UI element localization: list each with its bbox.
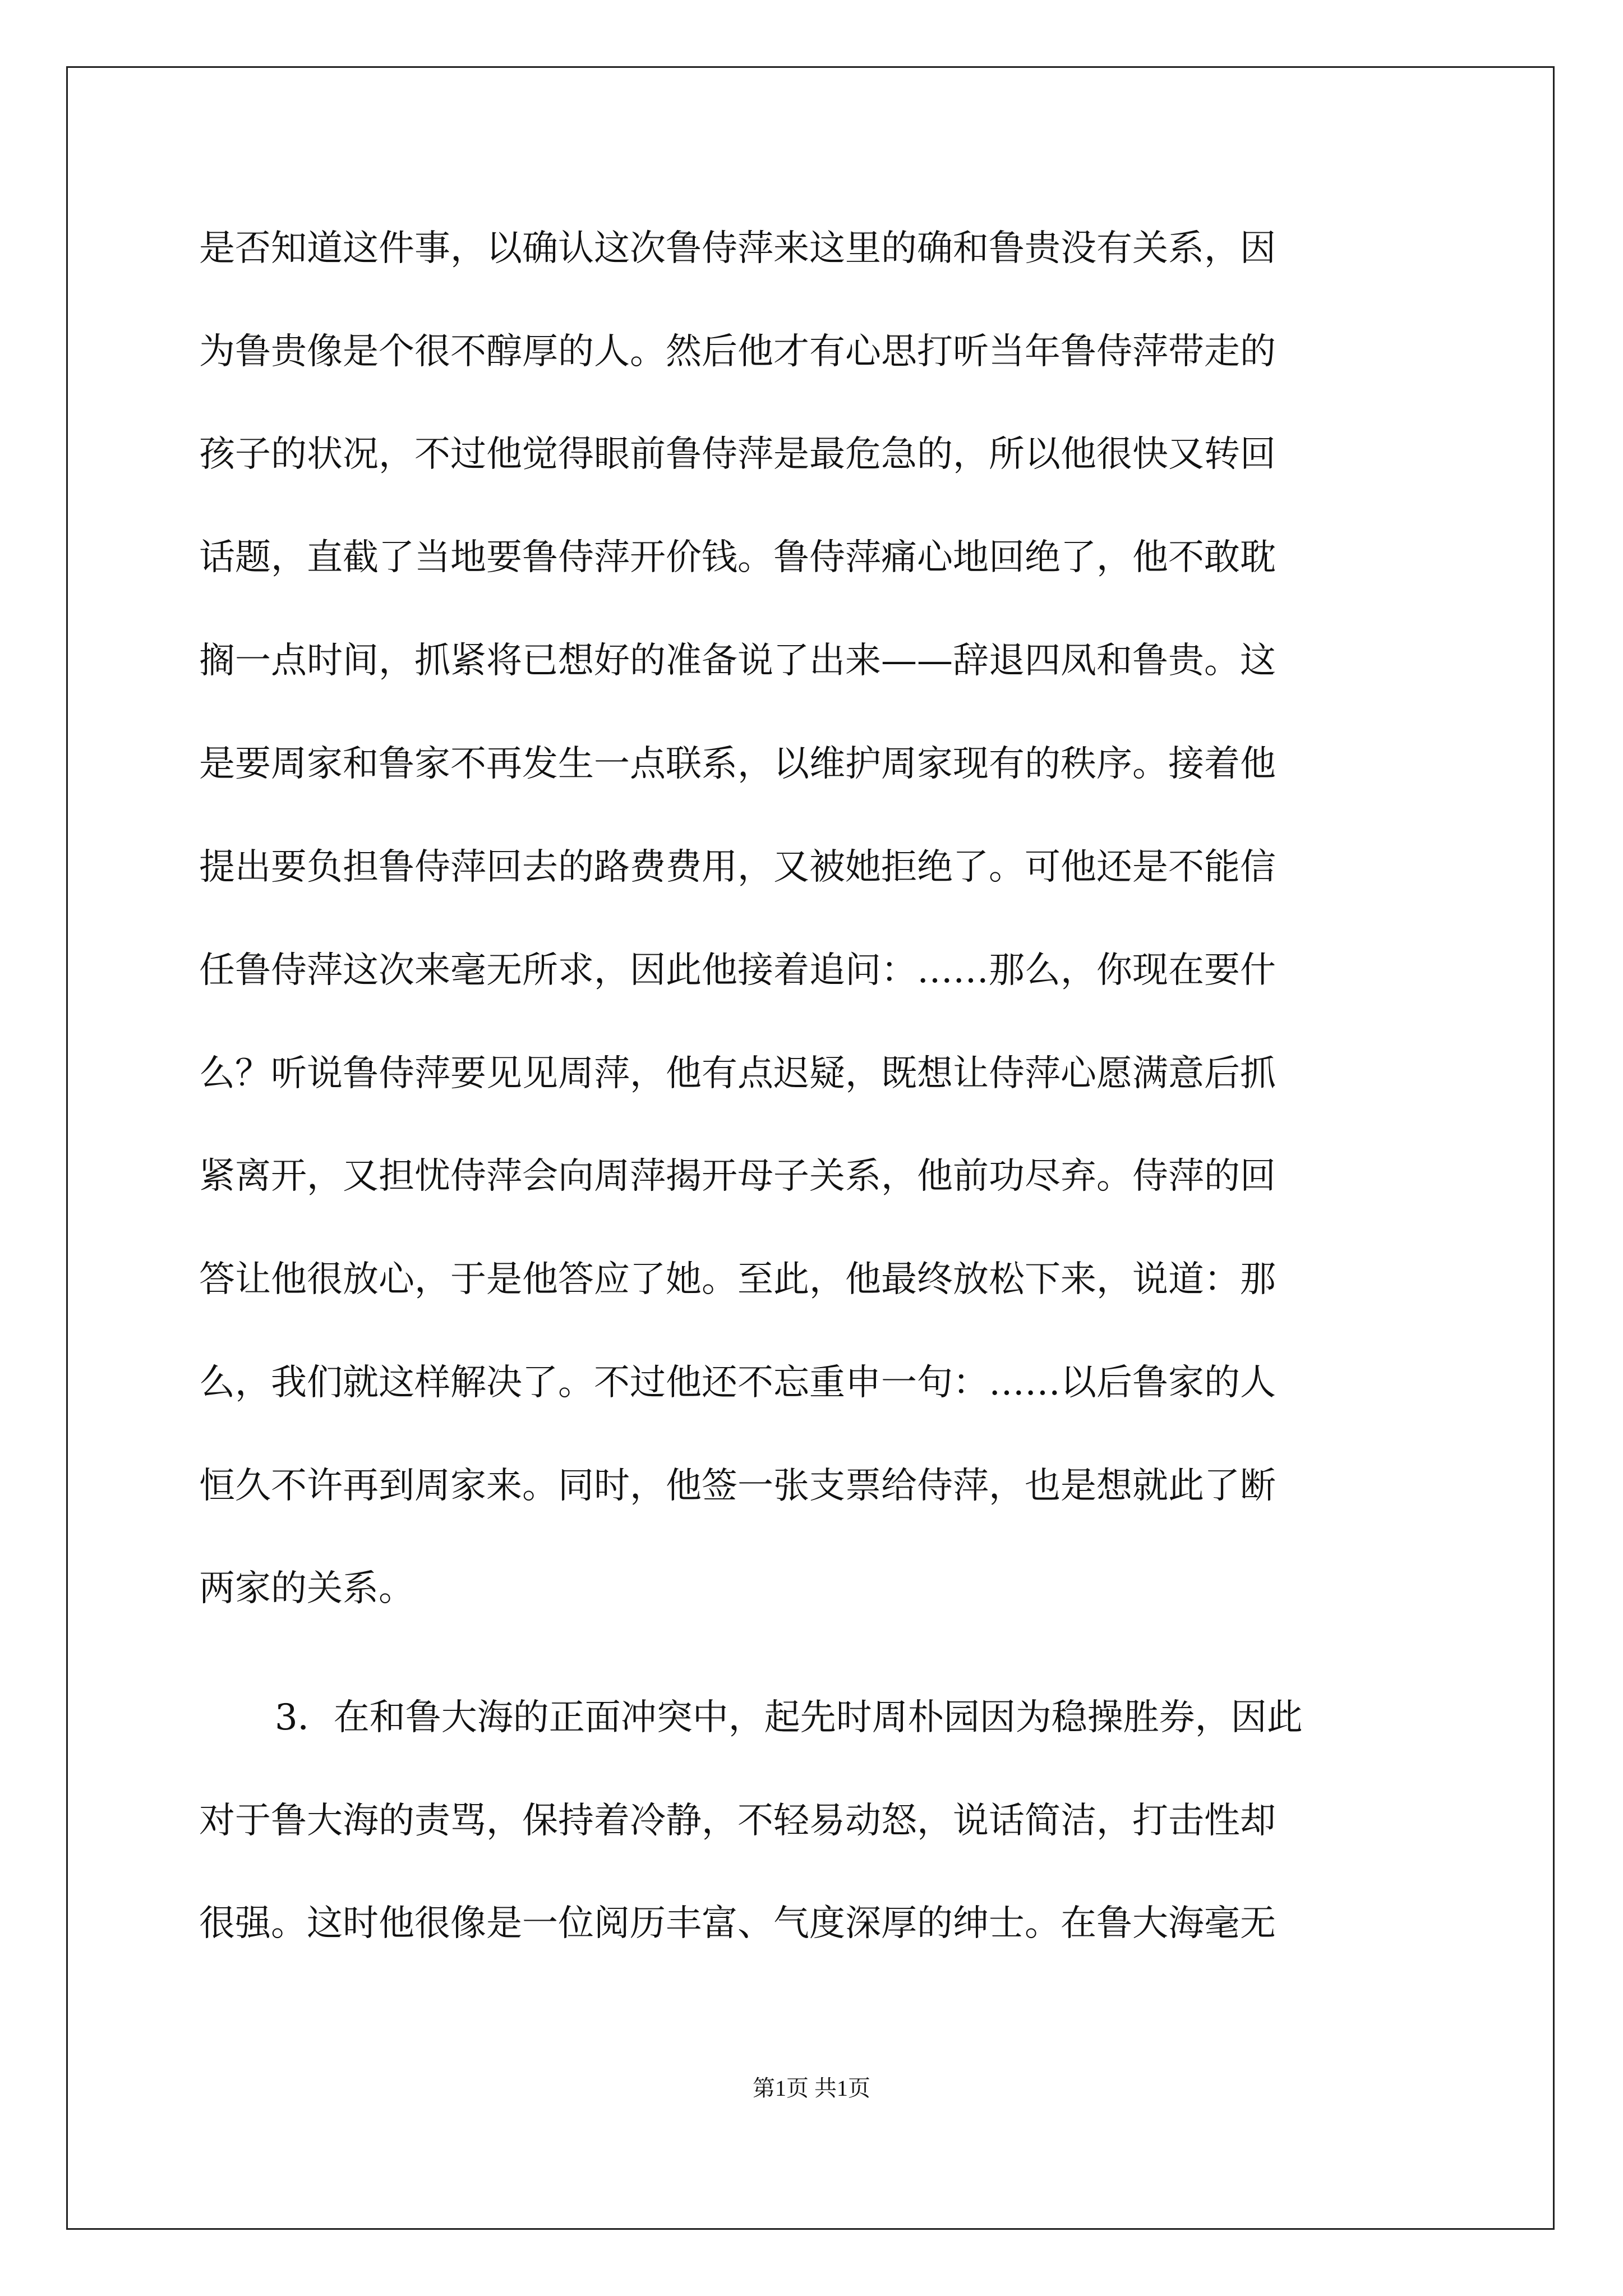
text-line: 是否知道这件事，以确认这次鲁侍萍来这里的确和鲁贵没有关系，因 xyxy=(199,228,1276,269)
text-line: 很强。这时他很像是一位阅历丰富、气度深厚的绅士。在鲁大海毫无 xyxy=(199,1903,1276,1944)
text-line: 紧离开，又担忧侍萍会向周萍揭开母子关系，他前功尽弃。侍萍的回 xyxy=(199,1156,1276,1197)
text-line: 两家的关系。 xyxy=(199,1568,414,1609)
text-line: 对于鲁大海的责骂，保持着冷静，不轻易动怒，说话简洁，打击性却 xyxy=(199,1800,1276,1842)
text-line: 搁一点时间，抓紧将已想好的准备说了出来——辞退四凤和鲁贵。这 xyxy=(199,640,1276,682)
text-line: 任鲁侍萍这次来毫无所求，因此他接着追问：……那么，你现在要什 xyxy=(199,950,1276,991)
text-line: 么，我们就这样解决了。不过他还不忘重申一句：……以后鲁家的人 xyxy=(199,1362,1276,1404)
text-line: 么？听说鲁侍萍要见见周萍，他有点迟疑，既想让侍萍心愿满意后抓 xyxy=(199,1053,1276,1094)
text-line: 孩子的状况，不过他觉得眼前鲁侍萍是最危急的，所以他很快又转回 xyxy=(199,434,1276,475)
text-line: 为鲁贵像是个很不醇厚的人。然后他才有心思打听当年鲁侍萍带走的 xyxy=(199,331,1276,372)
text-line: 答让他很放心，于是他答应了她。至此，他最终放松下来，说道：那 xyxy=(199,1259,1276,1300)
page-footer: 第1页 共1页 xyxy=(753,2076,870,2101)
text-line: 提出要负担鲁侍萍回去的路费费用，又被她拒绝了。可他还是不能信 xyxy=(199,846,1276,888)
text-line: 是要周家和鲁家不再发生一点联系，以维护周家现有的秩序。接着他 xyxy=(199,743,1276,785)
text-line: 恒久不许再到周家来。同时，他签一张支票给侍萍，也是想就此了断 xyxy=(199,1465,1276,1507)
paragraph-start-line: 3．在和鲁大海的正面冲突中，起先时周朴园因为稳操胜券，因此 xyxy=(275,1697,1303,1738)
text-line: 话题，直截了当地要鲁侍萍开价钱。鲁侍萍痛心地回绝了，他不敢耽 xyxy=(199,537,1276,578)
